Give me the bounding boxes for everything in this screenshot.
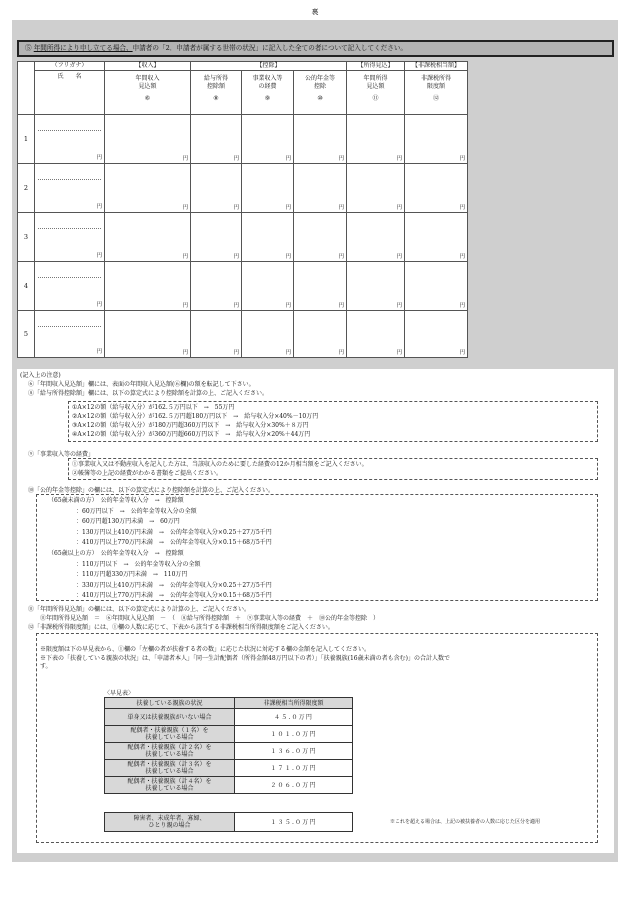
amount-cell[interactable]: 円: [347, 164, 405, 213]
table-row: [18, 213, 468, 262]
quick-row-label: [105, 760, 235, 777]
amount-cell[interactable]: 円: [105, 164, 191, 213]
yen-label: 円: [96, 302, 102, 308]
col-pension-no: ⑩: [317, 95, 323, 102]
pension-formula-line: ：60万円以下 → 公的年金等収入分の全額: [76, 507, 197, 515]
furigana-header: （フリガナ）: [35, 62, 105, 71]
table-row: [105, 726, 353, 743]
amount-cell[interactable]: 円: [105, 311, 191, 358]
col-income-l2: 見込額: [138, 83, 157, 90]
amount-cell[interactable]: 円: [405, 262, 468, 311]
banner-lead: 年間所得により申し立てる場合、: [33, 44, 133, 52]
amount-cell[interactable]: 円: [191, 164, 242, 213]
quick-row-label: [105, 709, 235, 726]
table-row: [18, 164, 468, 213]
col-est-l2: 見込額: [366, 83, 385, 90]
amount-cell[interactable]: 円: [405, 213, 468, 262]
note-8: ⑧「給与所得控除額」欄には、以下の算定式により控除額を計算の上、ご記入ください。: [28, 390, 269, 397]
income-group-header: 【収入】: [105, 62, 191, 71]
amount-cell[interactable]: 円: [191, 311, 242, 358]
col-est-l1: 年間所得: [363, 75, 388, 82]
amount-cell[interactable]: 円: [105, 115, 191, 164]
notes-heading: (記入上の注意): [20, 372, 61, 379]
col-salary-no: ⑧: [213, 95, 219, 102]
amount-cell[interactable]: 円: [294, 262, 347, 311]
amount-cell[interactable]: 円: [347, 213, 405, 262]
col-business-no: ⑨: [264, 95, 271, 102]
business-expense-1: ①事業収入又は不動産収入を記入した方は、当該収入のために要した経費の12か月相当額をご記入ください。: [72, 461, 368, 468]
quick-row-label-line2: 扶養している場合: [145, 768, 194, 775]
amount-cell[interactable]: 円: [191, 115, 242, 164]
table-row: [105, 813, 353, 832]
quick-row-label: [105, 777, 235, 794]
note-12: ⑫「非課税所得限度額」には、①欄の人数に応じて、下表から該当する非課税相当所得限度額をご記入ください。: [28, 624, 334, 631]
amount-cell[interactable]: 円: [294, 213, 347, 262]
pension-under65-title: （65歳未満の方） 公的年金等収入分 → 控除額: [48, 497, 184, 504]
amount-cell[interactable]: 円: [191, 213, 242, 262]
row-number-header: [18, 62, 35, 115]
col-salary-l2: 控除額: [206, 83, 225, 90]
amount-cell[interactable]: 円: [294, 164, 347, 213]
quick-row-label-line1: 単身又は扶養親族がいない場合: [127, 713, 212, 721]
note-6: ⑥「年間収入見込額」欄には、表面の年間収入見込額(⑥欄)の額を転記して下さい。: [28, 381, 255, 388]
col-business-header: [242, 71, 294, 115]
special-row-label: [105, 813, 235, 832]
table-row: [18, 311, 468, 358]
amount-cell[interactable]: 円: [242, 115, 294, 164]
salary-formula-2: ②A×12の額（給与収入分）が162.５万円超180万円以下 → 給与収入分×40%－10万円: [72, 413, 319, 420]
name-input[interactable]: [35, 262, 105, 311]
table-row: [105, 743, 353, 760]
col-est-header: [347, 71, 405, 115]
limit-note-1: ※限度額は下の早見表から、①欄の「左欄の者が扶養する者の数」に応じた状況に対応する欄の金額を記入してください。: [40, 646, 371, 653]
banner-text: 申請者の「2．申請者が属する世帯の状況」に記入した全ての者について記入してください。: [132, 44, 408, 52]
quick-row-label-line1: 配偶者・扶養親族（計４名）を: [127, 778, 212, 785]
salary-formula-1: ①A×12の額（給与収入分）が162.５万円以下 → 55万円: [72, 404, 235, 411]
col-pension-l1: 公的年金等: [305, 75, 336, 82]
col-salary-header: [191, 71, 242, 115]
row-number: 1: [18, 115, 35, 164]
pension-formula-line: ：130万円以上410万円未満 → 公的年金等収入分×0.25＋27万5千円: [76, 528, 272, 536]
amount-cell[interactable]: 円: [294, 311, 347, 358]
pension-formula-line: ：410万円以上770万円未満 → 公的年金等収入分×0.15＋68万5千円: [76, 592, 272, 600]
amount-cell[interactable]: 円: [105, 213, 191, 262]
special-label-line1: 障害者、未成年者、寡婦、: [133, 815, 206, 822]
col-salary-l1: 給与所得: [203, 75, 228, 82]
col-income-l1: 年間収入: [135, 75, 160, 82]
pension-formula-line: ：330万円以上410万円未満 → 公的年金等収入分×0.25＋27万5千円: [76, 581, 272, 589]
quick-header-status: 扶養している親族の状況: [105, 698, 235, 709]
col-income-no: ⑥: [144, 95, 151, 102]
income-est-group-header: 【所得見込】: [347, 62, 405, 71]
amount-cell[interactable]: 円: [405, 164, 468, 213]
business-expense-2: ②帳簿等の上記の経費がわかる書類をご提出ください。: [72, 470, 223, 477]
amount-cell[interactable]: 円: [242, 164, 294, 213]
banner-mark: ⑤: [25, 44, 32, 52]
col-est-no: ⑪: [372, 95, 379, 102]
amount-cell[interactable]: 円: [405, 115, 468, 164]
table-row: [105, 777, 353, 794]
special-case-table: [104, 812, 353, 832]
col-limit-no: ⑫: [433, 95, 440, 102]
yen-label: 円: [96, 349, 102, 355]
row-number: 3: [18, 213, 35, 262]
salary-formula-3: ③A×12の額（給与収入分）が180万円超360万円以下 → 給与収入分×30%＋８万円: [72, 422, 309, 429]
amount-cell[interactable]: 円: [105, 262, 191, 311]
pension-formula-line: ：110万円超330万円未満 → 110万円: [76, 571, 188, 579]
row-number: 4: [18, 262, 35, 311]
col-limit-l2: 限度額: [427, 83, 446, 90]
table-row: [105, 709, 353, 726]
col-limit-header: [405, 71, 468, 115]
note-9: ⑨「事業収入等の経費」: [28, 451, 95, 458]
quick-row-value: ２０６.０万円: [235, 777, 353, 794]
amount-cell[interactable]: 円: [347, 262, 405, 311]
name-input[interactable]: [35, 213, 105, 262]
name-header: [35, 71, 105, 115]
limit-note-3: す。: [40, 663, 52, 670]
salary-formula-4: ④A×12の額（給与収入分）が360万円超660万円以下 → 給与収入分×20%＋44万円: [72, 431, 311, 438]
amount-cell[interactable]: 円: [242, 213, 294, 262]
page-title: 裏: [311, 8, 319, 16]
col-income-header: [105, 71, 191, 115]
quick-row-value: ４５.０万円: [235, 709, 353, 726]
quick-header-limit: 非課税相当所得限度額: [235, 698, 353, 709]
limit-notes: [40, 646, 450, 672]
note-11: ⑪「年間所得見込額」の欄には、以下の算定式により計算の上、ご記入ください。: [28, 606, 251, 613]
name-header-label: 氏 名: [57, 73, 82, 80]
pension-formula-line: ：60万円超130万円未満 → 60万円: [76, 518, 180, 526]
salary-formula-list: [72, 403, 318, 439]
business-expense-list: [72, 460, 368, 478]
pension-formula-line: ：110万円以下 → 公的年金等収入分の全額: [76, 560, 201, 568]
pension-over65-title: （65歳以上の方） 公的年金等収入分 → 控除額: [48, 549, 184, 557]
special-row-value: １３５.０万円: [235, 813, 353, 832]
tax-group-header: 【非課税相当額】: [405, 62, 468, 71]
special-label-line2: ひとり親の場合: [148, 822, 191, 829]
limit-note-2: ※下表の「扶養している親族の状況」は、「申請者本人」「同一生計配偶者（所得金額48万円以下の者）」「扶養親族(16歳未満の者も含む)」の合計人数で: [40, 654, 450, 662]
amount-cell[interactable]: 円: [405, 311, 468, 358]
quick-row-label-line2: 扶養している場合: [145, 751, 194, 758]
section-banner: [17, 40, 614, 57]
amount-cell[interactable]: 円: [242, 311, 294, 358]
quick-row-label-line2: 扶養している場合: [145, 734, 194, 741]
col-business-l1: 事業収入等: [252, 75, 283, 82]
col-limit-l1: 非課税所得: [421, 75, 452, 82]
yen-label: 円: [96, 253, 102, 259]
amount-cell[interactable]: 円: [347, 115, 405, 164]
special-footnote: ※これを超える場合は、上記の被扶養者の人数に応じた区分を適用: [390, 819, 541, 825]
col-business-l2: の経費: [258, 83, 277, 90]
amount-cell[interactable]: 円: [242, 262, 294, 311]
quick-row-value: １０１.０万円: [235, 726, 353, 743]
pension-formula-line: ：410万円以上770万円未満 → 公的年金等収入分×0.15＋68万5千円: [76, 539, 272, 547]
row-number: 2: [18, 164, 35, 213]
col-pension-header: [294, 71, 347, 115]
quick-row-value: １３６.０万円: [235, 743, 353, 760]
amount-cell[interactable]: 円: [294, 115, 347, 164]
amount-cell[interactable]: 円: [347, 311, 405, 358]
quick-row-label-line1: 配偶者・扶養親族（１名）を: [130, 727, 209, 734]
row-number: 5: [18, 311, 35, 358]
quick-row-label: [105, 726, 235, 743]
quick-table-label: 〈早見表〉: [104, 690, 135, 697]
quick-row-label-line1: 配偶者・扶養親族（計２名）を: [127, 744, 212, 751]
yen-label: 円: [96, 155, 102, 161]
yen-label: 円: [96, 204, 102, 210]
amount-cell[interactable]: 円: [191, 262, 242, 311]
note-11-formula: ⑪年間所得見込額 ＝ ⑥年間収入見込額 － （ ⑧給与所得控除額 ＋ ⑨事業収入等の経費 ＋ ⑩公的年金等控除 ）: [40, 615, 380, 622]
deduction-group-header: 【控除】: [191, 62, 347, 71]
table-row: [18, 262, 468, 311]
name-input[interactable]: [35, 115, 105, 164]
quick-row-label-line1: 配偶者・扶養親族（計３名）を: [127, 761, 212, 768]
pension-formula-list: [48, 496, 272, 602]
income-table: [17, 61, 468, 358]
name-input[interactable]: [35, 311, 105, 358]
quick-row-label-line2: 扶養している場合: [145, 785, 194, 792]
quick-reference-table: [104, 697, 353, 794]
table-row: [18, 115, 468, 164]
table-row: [105, 760, 353, 777]
note-10: ⑩「公的年金等控除」の欄には、以下の算定式により控除額を計算の上、ご記入ください。: [28, 487, 275, 494]
quick-row-value: １７１.０万円: [235, 760, 353, 777]
col-pension-l2: 控除: [314, 83, 327, 90]
quick-row-label: [105, 743, 235, 760]
name-input[interactable]: [35, 164, 105, 213]
